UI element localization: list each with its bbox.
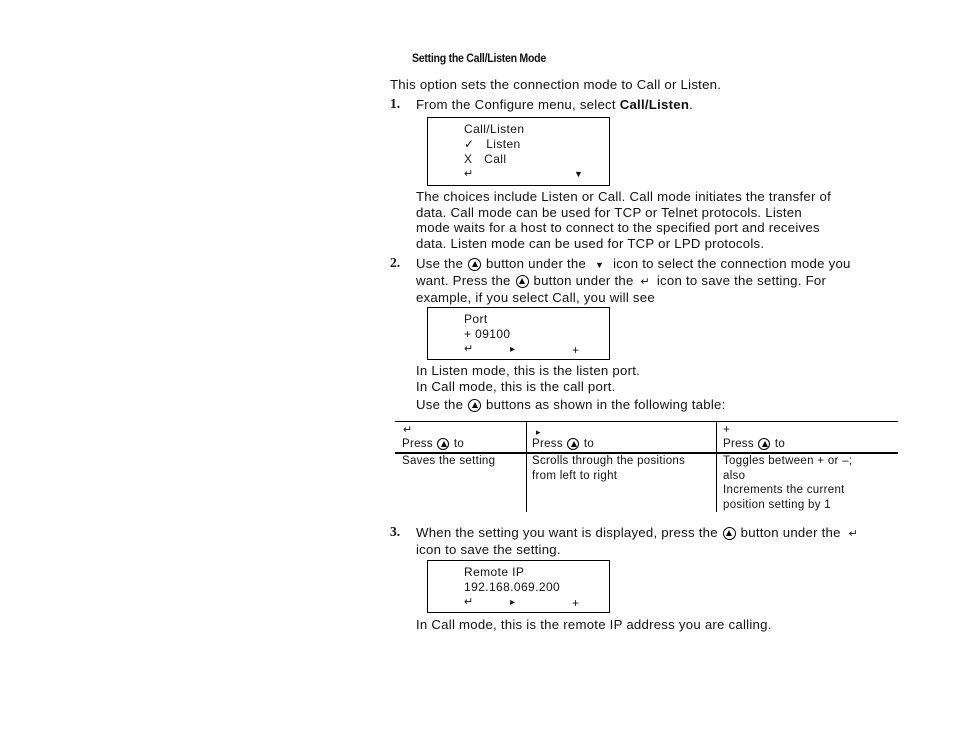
step-1-number: 1. [390,96,401,111]
table-cell-line: position setting by 1 [723,498,831,511]
step-3-line-1 [416,525,858,542]
step-2-text [416,256,851,306]
use-buttons-b: buttons as shown in the following table: [486,397,726,412]
x-mark-icon: X [464,152,473,166]
section-title: Setting the Call/Listen Mode [412,53,546,65]
lcd-remote-ip [427,560,610,613]
header-to: to [583,438,595,450]
enter-icon: ↵ [403,424,413,436]
use-buttons-a: Use the [416,397,464,412]
lcd-value: 192.168.069.200 [464,580,561,594]
lcd-title: Remote IP [464,565,525,579]
table-column-divider [716,421,717,512]
lcd-option-listen-label: Listen [486,137,521,151]
header-to: to [453,438,465,450]
lcd-option-call-label: Call [484,152,507,166]
port-note: In Listen mode, this is the listen port. [416,363,641,378]
step-2-l2b: button under the [533,273,634,288]
final-note: In Call mode, this is the remote IP address you are calling. [416,617,772,632]
header-press: Press [532,438,563,450]
table-cell [723,454,852,512]
table-column-divider [526,421,527,512]
step-3-number: 3. [390,524,401,539]
table-header-col-1 [402,437,464,452]
plus-icon: + [572,596,580,610]
step-1-text-post: . [689,97,694,112]
up-button-icon [437,438,449,450]
step-2-line-1 [416,256,851,273]
enter-icon: ↵ [640,276,650,288]
step-2-l1a: Use the [416,256,464,271]
up-button-icon [758,438,770,450]
table-cell-line: Scrolls through the positions [532,455,686,467]
right-arrow-icon: ▸ [510,344,516,355]
intro-text: This option sets the connection mode to Call or Listen. [390,77,722,92]
header-to: to [774,438,786,450]
choices-line: data. Listen mode can be used for TCP or LPD protocols. [416,235,765,251]
step-2-l2a: want. Press the [416,273,511,288]
step-2-l1c: icon to select the connection mode you [613,256,851,271]
lcd-title: Call/Listen [464,122,525,136]
lcd-title: Port [464,312,488,326]
step-1-menu-name: Call/Listen [619,97,690,112]
header-press: Press [723,438,754,450]
table-header-col-2 [532,437,594,452]
up-button-icon [468,399,481,412]
enter-icon: ↵ [848,528,859,540]
table-top-rule [395,421,898,422]
choices-line: mode waits for a host to connect to the specified port and receives [416,220,820,235]
choices-line: The choices include Listen or Call. Call mode initiates the transfer of [416,189,832,204]
step-2-line-2 [416,273,851,290]
use-buttons-text [416,397,726,412]
lcd-call-listen [427,117,610,186]
plus-icon: + [723,424,731,436]
up-button-icon [723,527,736,540]
port-note: In Call mode, this is the call port. [416,378,616,394]
plus-icon: + [572,343,580,357]
lcd-value: + 09100 [464,327,511,341]
enter-icon: ↵ [464,343,474,355]
table-cell [532,454,685,483]
table-cell-line: Toggles between + or –; [723,455,853,467]
choices-line: data. Call mode can be used for TCP or Telnet protocols. Listen [416,204,802,220]
up-button-icon [468,258,481,271]
step-1-text-pre: From the Configure menu, select [416,97,620,112]
enter-icon: ↵ [464,596,474,608]
step-2-l1b: button under the [486,256,587,271]
port-notes [416,363,640,394]
step-3-line-2: icon to save the setting. [416,542,561,557]
step-2-number: 2. [390,255,401,270]
button-function-table [395,421,898,512]
table-cell-line: also [723,469,746,482]
table-cell-line: from left to right [532,469,618,482]
up-button-icon [567,438,579,450]
down-arrow-icon: ▼ [574,169,584,179]
step-3-text [416,525,858,558]
step-3-l1a: When the setting you want is displayed, press the [416,525,718,540]
right-arrow-icon: ▸ [510,597,516,608]
lcd-option-call [464,152,506,166]
lcd-option-listen [464,137,521,151]
right-arrow-icon: ▸ [536,427,541,437]
step-1-text [416,97,693,112]
step-3-l1b: button under the [740,525,841,540]
lcd-port [427,307,610,360]
table-cell: Saves the setting [402,455,496,467]
up-button-icon [516,275,529,288]
header-press: Press [402,438,433,450]
check-mark-icon: ✓ [464,137,475,151]
choices-paragraph [416,189,831,251]
enter-icon: ↵ [464,168,474,180]
table-header-col-3 [723,437,785,452]
step-2-l2c: icon to save the setting. For [656,273,827,288]
table-cell-line: Increments the current [723,484,845,497]
down-arrow-icon: ▼ [595,260,605,270]
step-2-line-3: example, if you select Call, you will see [416,290,655,305]
